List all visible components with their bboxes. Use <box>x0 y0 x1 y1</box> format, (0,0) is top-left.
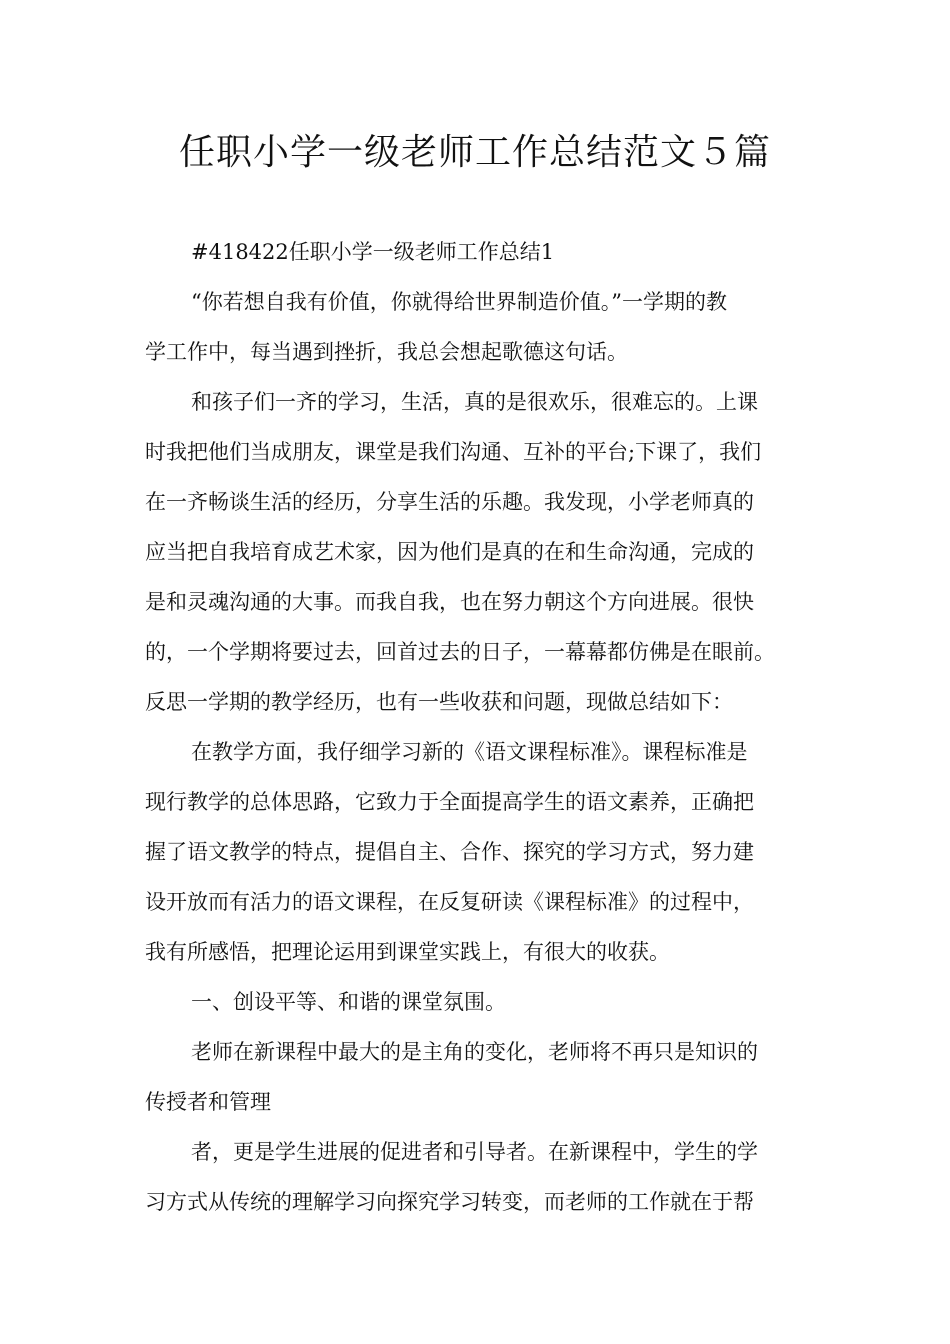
text-line: 一、创设平等、和谐的课堂氛围。 <box>191 990 506 1014</box>
text-line: 和孩子们一齐的学习，生活，真的是很欢乐，很难忘的。上课 <box>191 390 758 414</box>
text-line: 在一齐畅谈生活的经历，分享生活的乐趣。我发现，小学老师真的 <box>145 490 754 514</box>
text-line: 现行教学的总体思路，它致力于全面提高学生的语文素养，正确把 <box>145 790 754 814</box>
text-line: 握了语文教学的特点，提倡自主、合作、探究的学习方式，努力建 <box>145 840 754 864</box>
text-line: “你若想自我有价值，你就得给世界制造价值。”一学期的教 <box>191 290 727 314</box>
text-line: 习方式从传统的理解学习向探究学习转变，而老师的工作就在于帮 <box>145 1190 754 1214</box>
text-line: 老师在新课程中最大的是主角的变化，老师将不再只是知识的 <box>191 1040 758 1064</box>
text-line: 的，一个学期将要过去，回首过去的日子，一幕幕都仿佛是在眼前。 <box>145 640 775 664</box>
text-line: 在教学方面，我仔细学习新的《语文课程标准》。课程标准是 <box>191 740 748 764</box>
text-line: 我有所感悟，把理论运用到课堂实践上，有很大的收获。 <box>145 940 670 964</box>
text-line: 学工作中，每当遇到挫折，我总会想起歌德这句话。 <box>145 340 628 364</box>
text-line: 是和灵魂沟通的大事。而我自我，也在努力朝这个方向进展。很快 <box>145 590 754 614</box>
text-line: 时我把他们当成朋友，课堂是我们沟通、互补的平台;下课了，我们 <box>145 440 762 464</box>
document-title: 任职小学一级老师工作总结范文５篇 <box>178 132 771 173</box>
text-line: 设开放而有活力的语文课程，在反复研读《课程标准》的过程中， <box>145 890 754 914</box>
text-line: 应当把自我培育成艺术家，因为他们是真的在和生命沟通，完成的 <box>145 540 754 564</box>
text-line: 者，更是学生进展的促进者和引导者。在新课程中，学生的学 <box>191 1140 758 1164</box>
text-line: 传授者和管理 <box>145 1090 271 1114</box>
text-line: #418422任职小学一级老师工作总结1 <box>191 240 555 264</box>
text-line: 反思一学期的教学经历，也有一些收获和问题，现做总结如下： <box>145 690 733 714</box>
document-body <box>145 234 815 1221</box>
